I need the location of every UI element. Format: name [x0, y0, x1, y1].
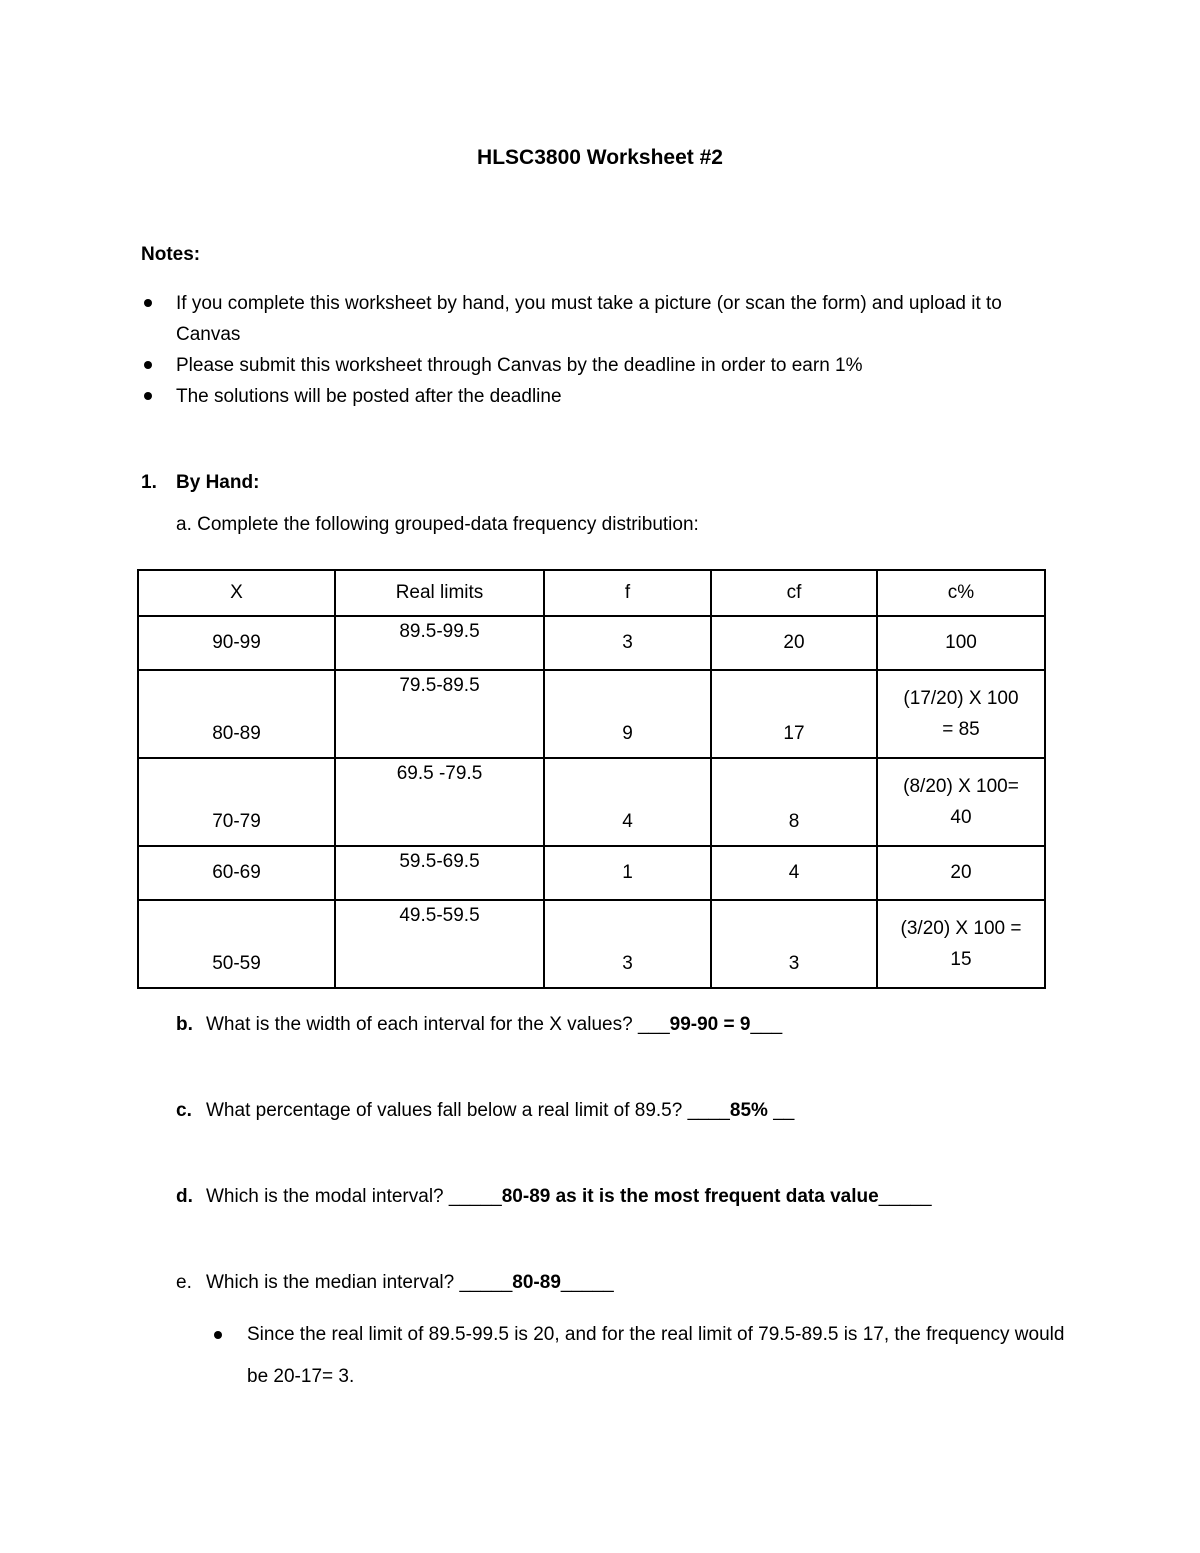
question-d-text: Which is the modal interval?	[206, 1186, 444, 1207]
explanation-bullet: Since the real limit of 89.5-99.5 is 20, and for the real limit of 79.5-89.5 is 17, the frequency would be 20-17= 3.	[212, 1314, 1067, 1398]
cell-cf: 3	[711, 900, 877, 988]
question-d-label: d.	[176, 1186, 193, 1207]
answer-c-blank: ____	[687, 1100, 730, 1121]
header-real-limits: Real limits	[335, 570, 544, 616]
cell-cpercent: 20	[877, 846, 1045, 900]
answer-b-blank: ___	[637, 1014, 670, 1035]
answer-d-blank: _____	[448, 1186, 502, 1207]
cell-real: 89.5-99.5	[335, 616, 544, 670]
answer-e-blank: _____	[560, 1272, 614, 1293]
cell-real: 49.5-59.5	[335, 900, 544, 988]
cell-f: 4	[544, 758, 711, 846]
answer-e-blank: _____	[459, 1272, 513, 1293]
answer-c: 85%	[729, 1100, 768, 1121]
note-item: Please submit this worksheet through Canvas by the deadline in order to earn 1%	[141, 350, 1041, 381]
cell-cpercent: 100	[877, 616, 1045, 670]
cell-cpercent-line1: (3/20) X 100 =	[900, 918, 1022, 939]
cell-x: 50-59	[138, 900, 335, 988]
question-b	[176, 1014, 782, 1036]
cell-cf: 8	[711, 758, 877, 846]
question-1-heading	[141, 472, 259, 494]
cell-x: 60-69	[138, 846, 335, 900]
cell-x: 80-89	[138, 670, 335, 758]
question-d	[176, 1186, 932, 1208]
header-x: X	[138, 570, 335, 616]
answer-d: 80-89 as it is the most frequent data value	[501, 1186, 879, 1207]
question-e-text: Which is the median interval?	[206, 1272, 455, 1293]
table-row	[138, 616, 1045, 670]
cell-cpercent-line1: (8/20) X 100=	[903, 776, 1019, 797]
question-b-label: b.	[176, 1014, 193, 1035]
cell-f: 9	[544, 670, 711, 758]
table-header-row	[138, 570, 1045, 616]
cell-real: 59.5-69.5	[335, 846, 544, 900]
answer-d-blank: _____	[878, 1186, 932, 1207]
cell-f: 3	[544, 616, 711, 670]
cell-cf: 17	[711, 670, 877, 758]
question-c-label: c.	[176, 1100, 192, 1121]
cell-cf: 4	[711, 846, 877, 900]
cell-real: 79.5-89.5	[335, 670, 544, 758]
cell-x: 90-99	[138, 616, 335, 670]
cell-cpercent-line2: = 85	[942, 719, 980, 740]
question-label: By Hand:	[176, 472, 260, 493]
question-c-text: What percentage of values fall below a real limit of 89.5?	[206, 1100, 683, 1121]
question-e-label: e.	[176, 1272, 192, 1293]
cell-cf: 20	[711, 616, 877, 670]
cell-real: 69.5 -79.5	[335, 758, 544, 846]
header-f: f	[544, 570, 711, 616]
answer-c-blank: __	[767, 1100, 795, 1121]
header-cf: cf	[711, 570, 877, 616]
table-row	[138, 846, 1045, 900]
question-1a-text: a. Complete the following grouped-data frequency distribution:	[176, 514, 699, 535]
cell-cpercent-line2: 40	[950, 807, 972, 828]
table-row	[138, 670, 1045, 758]
header-cpercent: c%	[877, 570, 1045, 616]
question-number: 1.	[141, 472, 157, 493]
cell-cpercent-line1: (17/20) X 100	[903, 688, 1019, 709]
frequency-table	[137, 569, 1046, 989]
cell-cpercent-line2: 15	[950, 949, 972, 970]
question-c	[176, 1100, 794, 1122]
notes-label: Notes:	[141, 244, 201, 265]
cell-f: 1	[544, 846, 711, 900]
page-title: HLSC3800 Worksheet #2	[477, 146, 723, 169]
question-b-text: What is the width of each interval for the X values?	[206, 1014, 633, 1035]
note-item: If you complete this worksheet by hand, you must take a picture (or scan the form) and upload it to Canvas	[141, 288, 1041, 350]
cell-cpercent	[877, 758, 1045, 846]
cell-cpercent	[877, 670, 1045, 758]
cell-cpercent	[877, 900, 1045, 988]
cell-f: 3	[544, 900, 711, 988]
answer-e: 80-89	[512, 1272, 561, 1293]
answer-b-blank: ___	[750, 1014, 783, 1035]
note-item: The solutions will be posted after the deadline	[141, 381, 1041, 412]
answer-b: 99-90 = 9	[669, 1014, 751, 1035]
question-e	[176, 1272, 614, 1294]
notes-list	[141, 288, 1041, 412]
cell-x: 70-79	[138, 758, 335, 846]
table-row	[138, 900, 1045, 988]
table-row	[138, 758, 1045, 846]
